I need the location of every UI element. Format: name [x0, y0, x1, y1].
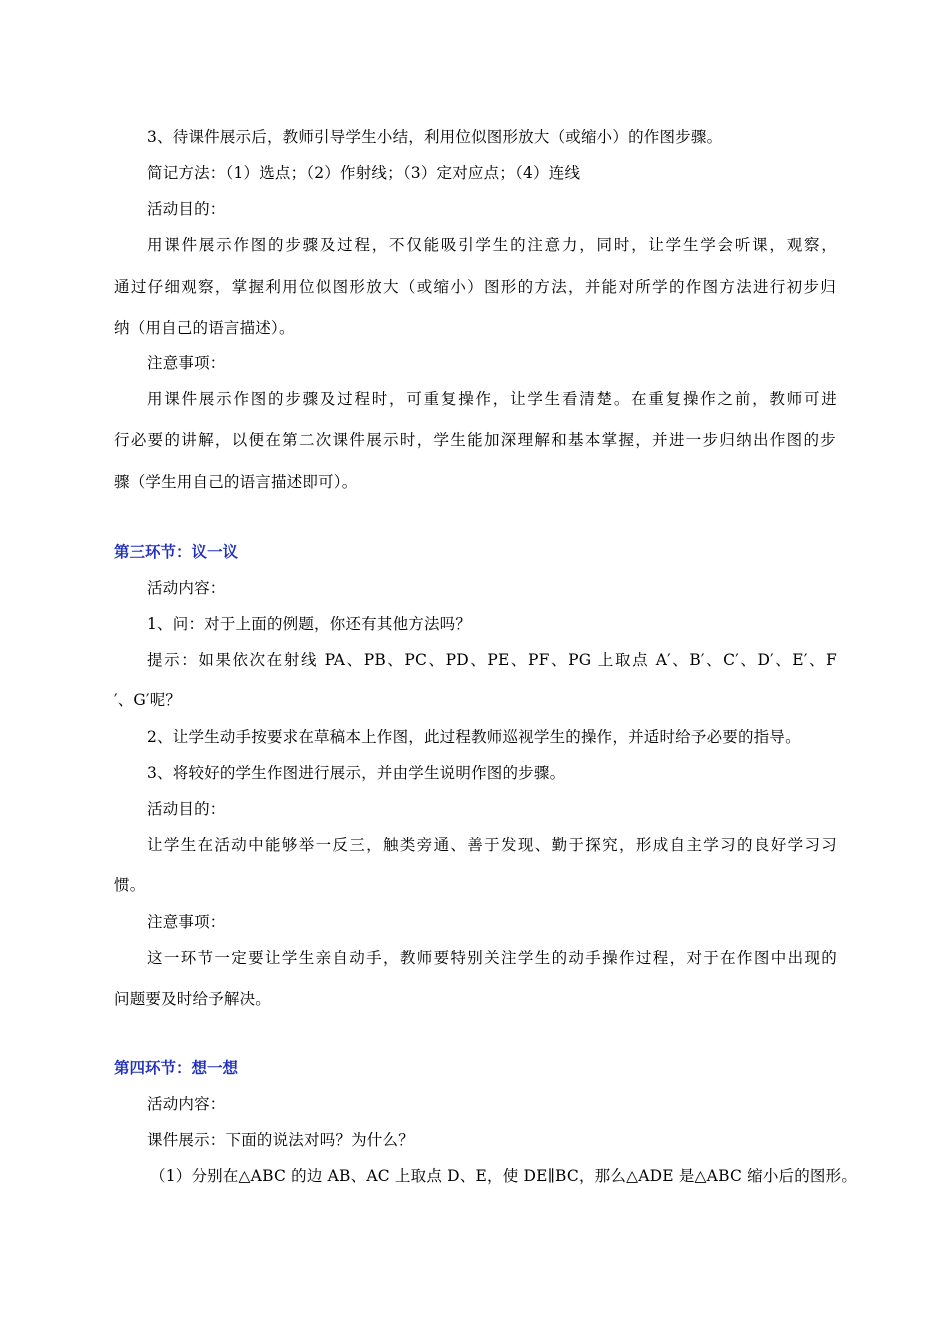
purpose-paragraph-line: 让学生在活动中能够举一反三，触类旁通、善于发现、勤于探究，形成自主学习的良好学习习 — [147, 836, 837, 854]
question-3: 3、将较好的学生作图进行展示，并由学生说明作图的步骤。 — [147, 764, 566, 782]
note-paragraph-line: 骤（学生用自己的语言描述即可）。 — [114, 473, 358, 491]
note-label: 注意事项： — [147, 913, 226, 931]
statement-1: （1）分别在△ABC 的边 AB、AC 上取点 D、E，使 DE∥BC，那么△ADE 是△ABC 缩小后的图形。 — [150, 1167, 858, 1185]
content-label: 活动内容： — [147, 579, 226, 597]
purpose-paragraph-line: 纳（用自己的语言描述）。 — [114, 319, 295, 337]
method-summary: 简记方法：（1）选点；（2）作射线；（3）定对应点；（4）连线 — [147, 164, 581, 182]
purpose-paragraph-line: 用课件展示作图的步骤及过程，不仅能吸引学生的注意力，同时，让学生学会听课，观察， — [147, 236, 837, 254]
purpose-paragraph-line: 通过仔细观察，掌握利用位似图形放大（或缩小）图形的方法，并能对所学的作图方法进行初步归 — [114, 278, 836, 296]
purpose-label: 活动目的： — [147, 800, 226, 818]
purpose-paragraph-line: 惯。 — [114, 876, 146, 894]
note-paragraph-line: 用课件展示作图的步骤及过程时，可重复操作，让学生看清楚。在重复操作之前，教师可进 — [147, 390, 837, 408]
section-heading-3: 第三环节：议一议 — [114, 543, 239, 561]
purpose-label: 活动目的： — [147, 200, 226, 218]
note-paragraph-line: 问题要及时给予解决。 — [114, 990, 272, 1008]
hint-line: ′、G′呢？ — [114, 691, 182, 709]
question-1: 1、问：对于上面的例题，你还有其他方法吗？ — [147, 615, 472, 633]
hint-line: 提示：如果依次在射线 PA、PB、PC、PD、PE、PF、PG 上取点 A′、B′、C′、D′、E′、F — [147, 651, 837, 669]
content-label: 活动内容： — [147, 1095, 226, 1113]
question-2: 2、让学生动手按要求在草稿本上作图，此过程教师巡视学生的操作，并适时给予必要的指导。 — [147, 728, 801, 746]
note-label: 注意事项： — [147, 354, 226, 372]
note-paragraph-line: 行必要的讲解，以便在第二次课件展示时，学生能加深理解和基本掌握，并进一步归纳出作图的步 — [114, 431, 836, 449]
section-heading-4: 第四环节：想一想 — [114, 1059, 239, 1077]
courseware-prompt: 课件展示：下面的说法对吗？为什么？ — [147, 1131, 414, 1149]
step-3-text: 3、待课件展示后，教师引导学生小结，利用位似图形放大（或缩小）的作图步骤。 — [147, 128, 723, 146]
note-paragraph-line: 这一环节一定要让学生亲自动手，教师要特别关注学生的动手操作过程，对于在作图中出现的 — [147, 949, 837, 967]
